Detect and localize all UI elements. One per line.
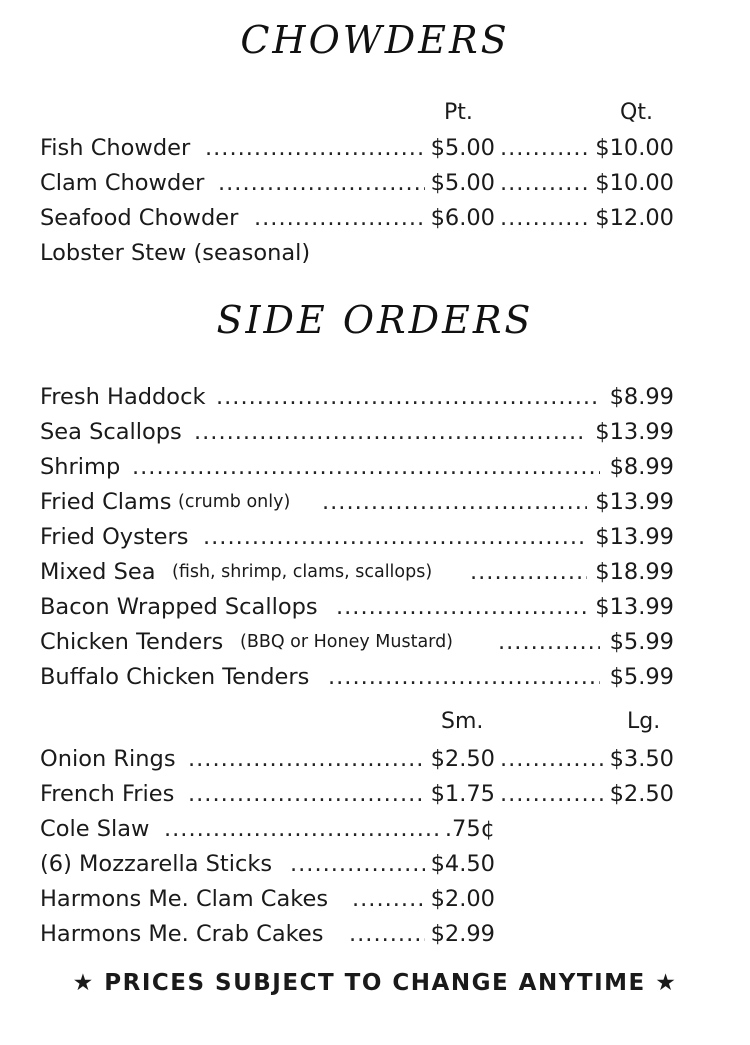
dot-leader [500,132,588,164]
dot-leader [194,416,587,448]
item-name: Fried Clams [40,489,172,515]
side-orders-heading: SIDE ORDERS [216,298,534,342]
dot-leader [164,813,440,845]
item-name: Mixed Sea [40,559,156,585]
large-column-header: Lg. [627,709,661,734]
item-name: Onion Rings [40,746,176,772]
item-price: $13.99 [595,489,674,515]
dot-leader [349,918,425,950]
item-price: $13.99 [595,594,674,620]
pint-price: $5.00 [430,135,495,161]
dot-leader [322,486,587,518]
quart-price: $10.00 [595,135,674,161]
item-name: Seafood Chowder [40,205,239,231]
item-price: $5.99 [609,629,674,655]
item-price: $8.99 [609,454,674,480]
small-price: $2.00 [430,886,495,912]
dot-leader [254,202,425,234]
quart-price: $10.00 [595,170,674,196]
item-price: $5.99 [609,664,674,690]
dot-leader [203,521,587,553]
item-price: $18.99 [595,559,674,585]
large-price: $3.50 [609,746,674,772]
quart-price: $12.00 [595,205,674,231]
item-name: Clam Chowder [40,170,205,196]
dot-leader [216,381,600,413]
dot-leader [352,883,425,915]
dot-leader [205,132,425,164]
small-column-header: Sm. [441,709,484,734]
small-price: $2.50 [430,746,495,772]
dot-leader [132,451,600,483]
item-name: Fresh Haddock [40,384,206,410]
item-note: (BBQ or Honey Mustard) [240,632,453,652]
small-price: $2.99 [430,921,495,947]
pint-price: $5.00 [430,170,495,196]
pint-column-header: Pt. [444,100,473,125]
dot-leader [188,778,425,810]
quart-column-header: Qt. [620,100,653,125]
item-name: French Fries [40,781,175,807]
dot-leader [498,626,600,658]
dot-leader [500,167,588,199]
item-name: Shrimp [40,454,121,480]
item-note: (crumb only) [178,492,291,512]
item-price: $13.99 [595,524,674,550]
item-name: Sea Scallops [40,419,182,445]
pint-price: $6.00 [430,205,495,231]
dot-leader [218,167,425,199]
dot-leader [470,556,587,588]
small-price: $1.75 [430,781,495,807]
price-disclaimer: ★ PRICES SUBJECT TO CHANGE ANYTIME ★ [72,970,678,996]
item-name: Harmons Me. Crab Cakes [40,921,324,947]
item-name: Buffalo Chicken Tenders [40,664,310,690]
large-price: $2.50 [609,781,674,807]
item-name: Lobster Stew (seasonal) [40,240,311,266]
item-name: Harmons Me. Clam Cakes [40,886,329,912]
dot-leader [328,661,600,693]
item-name: Cole Slaw [40,816,150,842]
dot-leader [188,743,425,775]
dot-leader [336,591,587,623]
dot-leader [290,848,425,880]
item-name: (6) Mozzarella Sticks [40,851,273,877]
item-note: (fish, shrimp, clams, scallops) [172,562,433,582]
item-name: Bacon Wrapped Scallops [40,594,318,620]
dot-leader [500,202,588,234]
item-name: Fried Oysters [40,524,189,550]
item-price: $8.99 [609,384,674,410]
small-price: $4.50 [430,851,495,877]
item-name: Chicken Tenders [40,629,224,655]
chowders-heading: CHOWDERS [240,18,510,62]
item-price: $13.99 [595,419,674,445]
small-price: .75¢ [444,816,495,842]
item-name: Fish Chowder [40,135,191,161]
